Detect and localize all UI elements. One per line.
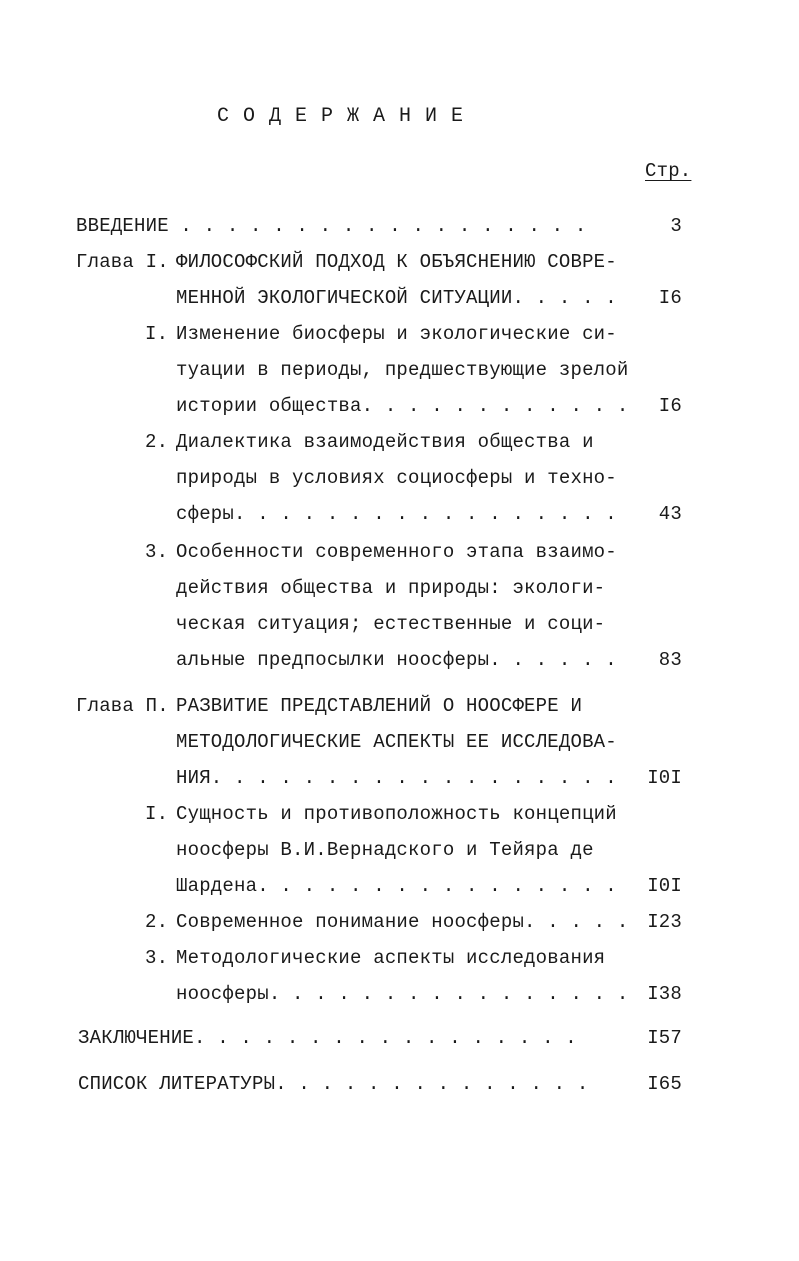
page-title: С О Д Е Р Ж А Н И Е <box>217 105 465 128</box>
toc-ch2-line3: НИЯ. . . . . . . . . . . . . . . . . . <box>176 767 617 789</box>
toc-ch1-s1-line2: туации в периоды, предшествующие зрелой <box>176 359 629 381</box>
toc-ch1-s1-line1: Изменение биосферы и экологические си- <box>176 323 617 345</box>
toc-ch2-s3-line2: ноосферы. . . . . . . . . . . . . . . . <box>176 983 629 1005</box>
toc-intro-page: 3 <box>670 215 682 237</box>
toc-ch1-s1-num: I. <box>145 323 169 345</box>
toc-ch1-s3-page: 83 <box>658 649 682 671</box>
toc-ch1-page: I6 <box>658 287 682 309</box>
toc-ch1-s2-num: 2. <box>145 431 169 453</box>
toc-ch2-s1-line3: Шардена. . . . . . . . . . . . . . . . <box>176 875 617 897</box>
toc-bibliography: СПИСОК ЛИТЕРАТУРЫ. . . . . . . . . . . . . . <box>78 1073 589 1095</box>
toc-ch1-s1-page: I6 <box>658 395 682 417</box>
toc-ch2-line1: РАЗВИТИЕ ПРЕДСТАВЛЕНИЙ О НООСФЕРЕ И <box>176 695 583 717</box>
toc-ch1-s2-line1: Диалектика взаимодействия общества и <box>176 431 594 453</box>
toc-ch1-s3-line4: альные предпосылки ноосферы. . . . . . <box>176 649 617 671</box>
toc-ch1-s1-line3: истории общества. . . . . . . . . . . . <box>176 395 629 417</box>
toc-ch1-line1: ФИЛОСОФСКИЙ ПОДХОД К ОБЪЯСНЕНИЮ СОВРЕ- <box>176 251 617 273</box>
toc-ch1-line2: МЕННОЙ ЭКОЛОГИЧЕСКОЙ СИТУАЦИИ. . . . . <box>176 287 617 309</box>
toc-ch2-s2-page: I23 <box>647 911 682 933</box>
toc-ch2-s3-line1: Методологические аспекты исследования <box>176 947 606 969</box>
toc-ch1-s3-line1: Особенности современного этапа взаимо- <box>176 541 617 563</box>
toc-ch1-prefix: Глава I. <box>76 251 169 273</box>
toc-ch2-line2: МЕТОДОЛОГИЧЕСКИЕ АСПЕКТЫ ЕЕ ИССЛЕДОВА- <box>176 731 617 753</box>
toc-ch2-s1-line1: Сущность и противоположность концепций <box>176 803 617 825</box>
toc-ch1-s2-line3: сферы. . . . . . . . . . . . . . . . . <box>176 503 617 525</box>
toc-conclusion: ЗАКЛЮЧЕНИЕ. . . . . . . . . . . . . . . . . <box>78 1027 577 1049</box>
toc-ch2-s1-line2: ноосферы В.И.Вернадского и Тейяра де <box>176 839 594 861</box>
toc-ch2-page: I0I <box>647 767 682 789</box>
toc-ch2-s3-num: 3. <box>145 947 169 969</box>
toc-ch1-s3-line3: ческая ситуация; естественные и соци- <box>176 613 606 635</box>
toc-ch1-s2-line2: природы в условиях социосферы и техно- <box>176 467 617 489</box>
toc-ch1-s3-num: 3. <box>145 541 169 563</box>
toc-ch2-s1-page: I0I <box>647 875 682 897</box>
toc-ch2-s3-page: I38 <box>647 983 682 1005</box>
toc-conclusion-page: I57 <box>647 1027 682 1049</box>
toc-ch2-s1-num: I. <box>145 803 169 825</box>
toc-ch2-prefix: Глава П. <box>76 695 169 717</box>
toc-ch1-s2-page: 43 <box>658 503 682 525</box>
toc-bibliography-page: I65 <box>647 1073 682 1095</box>
toc-intro: ВВЕДЕНИЕ . . . . . . . . . . . . . . . . . . <box>76 215 587 237</box>
page-column-header: Стр. <box>645 160 692 182</box>
toc-ch2-s2-line1: Современное понимание ноосферы. . . . . <box>176 911 629 933</box>
toc-ch2-s2-num: 2. <box>145 911 169 933</box>
toc-ch1-s3-line2: действия общества и природы: экологи- <box>176 577 606 599</box>
